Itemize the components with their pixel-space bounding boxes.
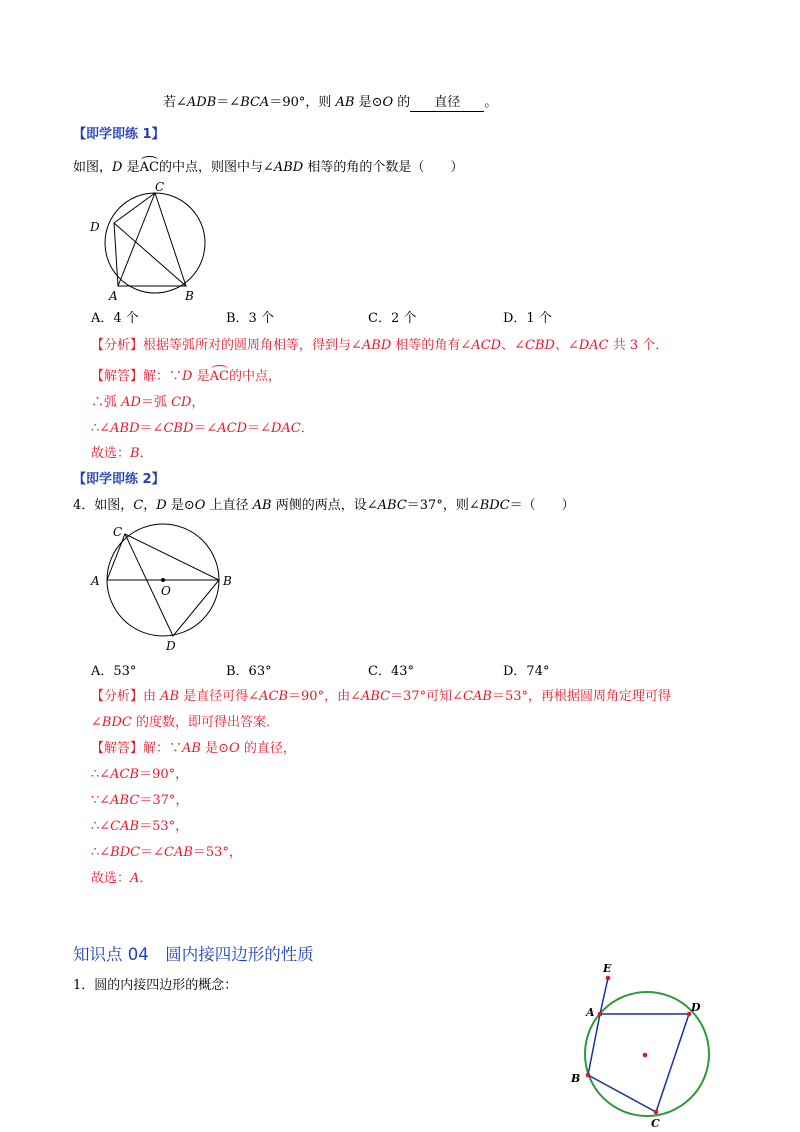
practice-2-analysis: 【分析】由 AB 是直径可得∠ACB＝90°，由∠ABC＝37°可知∠CAB＝53°，再根据圆周角定理可得 [91, 689, 671, 704]
fig3-label-b: B [571, 1072, 581, 1085]
figure-3-inscribed-quadrilateral [565, 958, 720, 1132]
practice-2-option-d: D．74° [503, 664, 550, 679]
practice-2-option-b: B．63° [226, 664, 272, 679]
practice-2-step-1: ∴∠ACB＝90°， [91, 767, 189, 782]
practice-1-option-b: B．3 个 [226, 311, 274, 326]
arc-ac-symbol: AC [209, 369, 229, 384]
practice-2-step-3: ∴∠CAB＝53°， [91, 819, 189, 834]
practice-1-option-c: C．2 个 [368, 311, 417, 326]
fig2-label-o: O [161, 584, 171, 598]
practice-2-option-a: A．53° [91, 664, 137, 679]
fig2-label-c: C [113, 525, 123, 539]
practice-2-title: 【即学即练 2】 [73, 472, 165, 487]
practice-2-question: 4．如图，C，D 是⊙O 上直径 AB 两侧的两点，设∠ABC＝37°，则∠BDC＝（ ） [73, 498, 575, 513]
practice-2-analysis-cont: ∠BDC 的度数，即可得出答案． [91, 715, 279, 730]
fig2-label-d: D [166, 639, 176, 653]
fig1-label-c: C [155, 180, 165, 194]
fig1-label-a: A [109, 289, 118, 303]
section-heading: 知识点 04 圆内接四边形的性质 [73, 945, 314, 964]
fig1-label-d: D [90, 220, 100, 234]
practice-1-answer: 【解答】解：∵D 是AC的中点， [91, 369, 281, 384]
practice-1-step-1: ∴弧 AD＝弧 CD， [91, 395, 205, 410]
figure-1-circle [85, 180, 215, 305]
fig3-label-a: A [586, 1006, 595, 1019]
fig1-label-b: B [185, 289, 194, 303]
concept-item-1: 1．圆的内接四边形的概念： [73, 978, 238, 993]
figure-2-circle [85, 518, 240, 656]
fig3-label-c: C [651, 1117, 660, 1130]
practice-1-question: 如图，D 是AC的中点，则图中与∠ABD 相等的角的个数是（ ） [73, 160, 464, 175]
practice-1-option-d: D．1 个 [503, 311, 552, 326]
fig3-label-e: E [603, 962, 612, 975]
practice-1-title: 【即学即练 1】 [73, 127, 165, 142]
practice-1-choice: 故选：B． [91, 446, 153, 461]
practice-2-answer: 【解答】解：∵AB 是⊙O 的直径， [91, 741, 296, 756]
practice-1-option-a: A．4 个 [91, 311, 139, 326]
fig2-label-a: A [91, 574, 100, 588]
practice-2-step-2: ∵∠ABC＝37°， [91, 793, 189, 808]
fig2-label-b: B [223, 574, 232, 588]
practice-2-step-4: ∴∠BDC＝∠CAB＝53°， [91, 845, 242, 860]
practice-1-analysis: 【分析】根据等弧所对的圆周角相等，得到与∠ABD 相等的角有∠ACD、∠CBD、∠DAC 共 3 个． [91, 338, 669, 353]
practice-2-choice: 故选：A． [91, 871, 153, 886]
answer-blank: 直径 [410, 95, 484, 112]
arc-ac-symbol: AC [139, 160, 159, 175]
practice-1-step-2: ∴∠ABD＝∠CBD＝∠ACD＝∠DAC． [91, 421, 314, 436]
practice-2-option-c: C．43° [368, 664, 414, 679]
fig3-label-d: D [691, 1001, 701, 1014]
condition-line: 若∠ADB＝∠BCA＝90°，则 AB 是⊙O 的 直径 。 [163, 95, 498, 110]
